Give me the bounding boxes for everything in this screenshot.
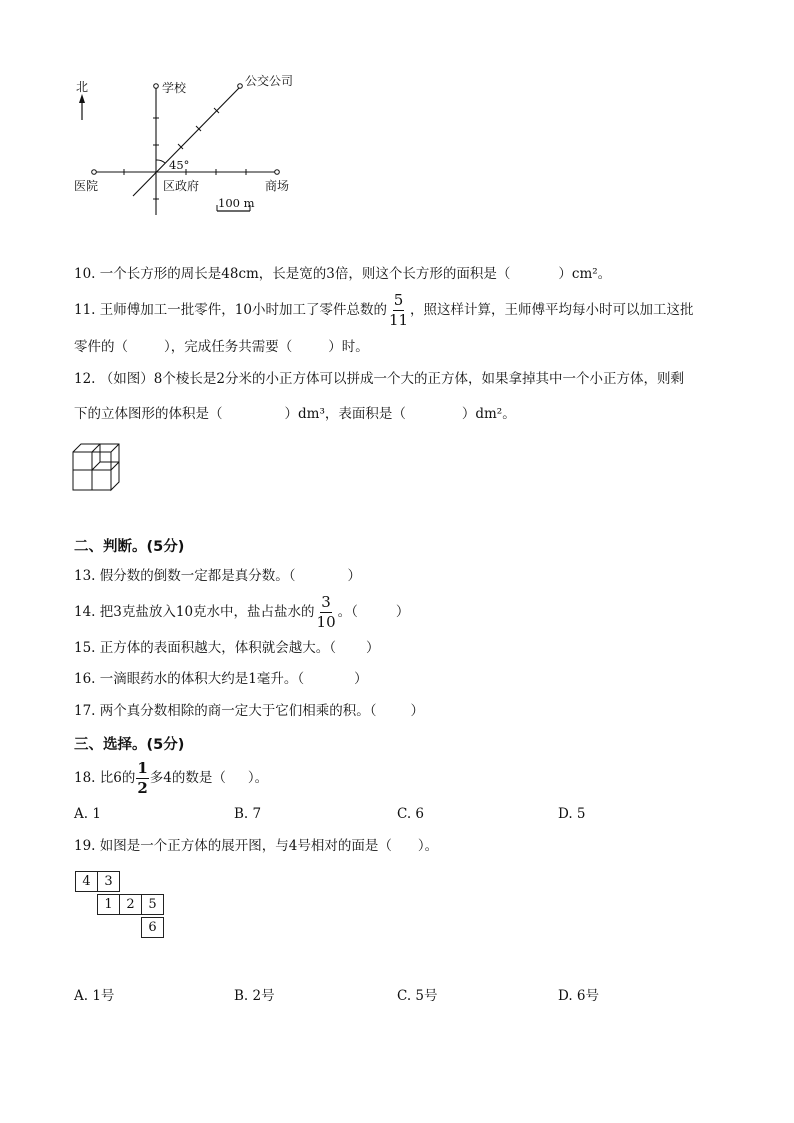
question-13-close: ） [347,568,362,584]
net-face-4: 4 [75,871,98,892]
question-16-text: 16. 一滴眼药水的体积大约是1毫升。（ [74,671,305,687]
question-10 [74,264,611,284]
question-15 [74,638,380,658]
question-17-close: ） [410,703,425,719]
fraction-3-10 [316,595,337,630]
question-11-post: ，照这样计算，王师傅平均每小时可以加工这批 [410,302,694,318]
question-19-close: ）。 [417,838,439,854]
fraction-denominator: 10 [316,613,336,631]
question-11-line2-a: 零件的（ [74,339,128,355]
question-18-pre: 18. 比6的 [74,770,136,786]
net-face-1: 1 [97,894,120,915]
section-3-heading: 三、选择。(5分) [74,737,185,753]
scale-label: 100 m [218,196,255,210]
question-12-line2 [74,404,516,424]
question-10-text: 10. 一个长方形的周长是48cm，长是宽的3倍，则这个长方形的面积是（ [74,266,511,282]
question-12-line2-c: ）dm²。 [461,406,516,422]
hospital-point [92,170,97,175]
fraction-numerator: 1 [137,759,148,777]
question-13 [74,566,361,586]
bus-company-point [238,84,243,89]
fraction-1-2 [136,761,148,796]
question-10-close: ）cm²。 [558,266,612,282]
district-gov-label: 区政府 [163,179,200,193]
fraction-denominator: 11 [388,311,409,329]
question-17 [74,701,424,721]
question-14-close: ） [395,604,410,620]
north-label: 北 [76,80,89,94]
question-11-line2 [74,337,369,357]
mall-label: 商场 [265,179,290,193]
q19-option-b[interactable]: B. 2号 [234,988,275,1004]
question-12 [74,369,684,389]
hospital-label: 医院 [74,179,99,193]
question-15-text: 15. 正方体的表面积越大，体积就会越大。（ [74,640,337,656]
q18-option-c[interactable]: C. 6 [397,806,425,822]
question-11-pre: 11. 王师傅加工一批零件，10小时加工了零件总数的 [74,302,387,318]
net-face-5: 5 [141,894,164,915]
school-label: 学校 [162,81,187,95]
fraction-denominator: 2 [137,779,148,797]
north-arrowhead-icon [79,94,85,103]
location-map-diagram [0,0,320,230]
question-11-line2-c: ）时。 [328,339,369,355]
q19-option-c[interactable]: C. 5号 [397,988,438,1004]
question-14-post: 。（ [337,604,358,620]
question-19-text: 19. 如图是一个正方体的展开图，与4号相对的面是（ [74,838,392,854]
question-11 [74,293,694,328]
fraction-5-11 [388,293,409,328]
question-14-pre: 14. 把3克盐放入10克水中，盐占盐水的 [74,604,315,620]
question-12-line2-a: 下的立体图形的体积是（ [74,406,223,422]
section-2-heading: 二、判断。(5分) [74,539,185,555]
question-18-close: ）。 [247,770,269,786]
q18-option-a[interactable]: A. 1 [74,806,101,822]
question-16-close: ） [354,671,368,687]
question-18-post: 多4的数是（ [149,770,226,786]
question-17-text: 17. 两个真分数相除的商一定大于它们相乘的积。（ [74,703,377,719]
question-16 [74,669,368,689]
mall-point [275,170,280,175]
fraction-numerator: 5 [393,291,404,309]
net-face-6: 6 [141,917,164,938]
angle-arc [156,160,165,163]
question-15-close: ） [366,640,380,656]
q18-option-d[interactable]: D. 5 [558,806,586,822]
angle-label: 45° [169,158,190,172]
net-face-2: 2 [119,894,142,915]
question-11-line2-b: ），完成任务共需要（ [164,339,293,355]
question-12-line1: 12. （如图）8个棱长是2分米的小正方体可以拼成一个大的正方体，如果拿掉其中一个小正方体，则剩 [74,371,684,387]
q19-option-d[interactable]: D. 6号 [558,988,600,1004]
bus-company-label: 公交公司 [245,74,294,88]
question-19 [74,836,438,856]
net-face-3: 3 [97,871,120,892]
cube-stack-figure [70,440,130,496]
school-point [154,84,159,89]
q18-option-b[interactable]: B. 7 [234,806,262,822]
question-12-line2-b: ）dm³，表面积是（ [284,406,406,422]
question-18 [74,760,268,796]
fraction-numerator: 3 [321,593,331,611]
question-13-text: 13. 假分数的倒数一定都是真分数。（ [74,568,296,584]
q19-option-a[interactable]: A. 1号 [74,988,115,1004]
question-14 [74,595,409,630]
